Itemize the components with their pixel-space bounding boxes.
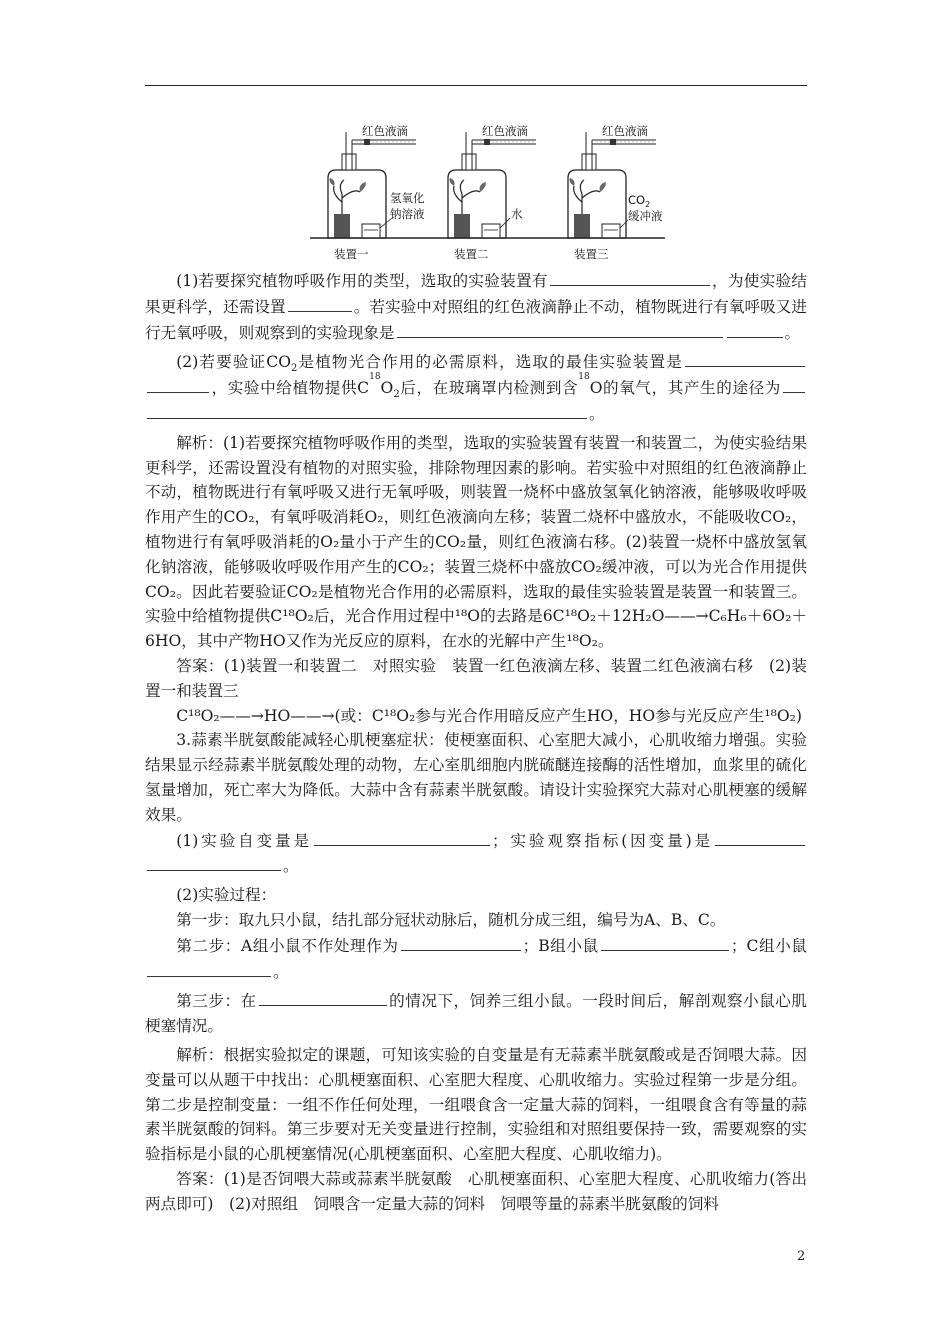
answer-blank[interactable] bbox=[397, 320, 723, 338]
answer-blank[interactable] bbox=[147, 401, 587, 419]
answer-blank[interactable] bbox=[550, 268, 710, 286]
answer-blank[interactable] bbox=[147, 375, 209, 393]
device-three-reagent-line1: $CO_2$ bbox=[628, 193, 651, 209]
answer-blank[interactable] bbox=[685, 349, 805, 367]
drop-label-2: 红色液滴 bbox=[482, 124, 528, 138]
answer-blank[interactable] bbox=[715, 828, 805, 846]
answer-blank[interactable] bbox=[259, 988, 387, 1006]
device-one-reagent-line2: 钠溶液 bbox=[390, 207, 425, 221]
step-two: 第二步：A组小鼠不作处理作为 ；B组小鼠 ；C组小鼠。 bbox=[145, 933, 807, 985]
device-one-reagent-line1: 氢氧化 bbox=[390, 191, 425, 205]
analysis-3: 解析：根据实验拟定的课题，可知该实验的自变量是有无蒜素半胱氨酸或是否饲喂大蒜。因变量可以从题干中找出：心肌梗塞面积、心室肥大程度、心肌收缩力。实验过程第一步是分组。第二步是控制变量：一组不作任何处理，一组喂食含一定量大蒜的饲料，一组喂食含有等量的蒜素半胱氨酸的饲料。第三步要对无关变量进行控制，实验组和对照组要保持一致，需要观察的实验指标是小鼠的心肌梗塞情况(心肌梗塞面积、心室肥大程度、心肌收缩力)。 bbox=[145, 1045, 807, 1164]
question-1-part-1: (1)若要探究植物呼吸作用的类型，选取的实验装置有 ，为使实验结果更科学，还需设置 。若实验中对照组的红色液滴静止不动，植物既进行有氧呼吸又进行无氧呼吸，则观察到的实验现象是 。 bbox=[145, 268, 807, 345]
question-3-part-1: (1)实验自变量是 ；实验观察指标(因变量)是。 bbox=[145, 828, 807, 880]
step-one: 第一步：取九只小鼠，结扎部分冠状动脉后，随机分成三组，编号为A、B、C。 bbox=[176, 910, 726, 929]
answer-1-continued: C¹⁸O₂——→HO——→(或：C¹⁸O₂参与光合作用暗反应产生HO，HO参与光反应产生¹⁸O₂) bbox=[176, 706, 802, 725]
drop-label-3: 红色液滴 bbox=[602, 124, 648, 138]
device-three-reagent-line2: 缓冲液 bbox=[628, 209, 663, 223]
device-two bbox=[448, 132, 536, 238]
answer-3: 答案：(1)是否饲喂大蒜或蒜素半胱氨酸 心肌梗塞面积、心室肥大程度、心肌收缩力(答出两点即可) (2)对照组 饲喂含一定量大蒜的饲料 饲喂等量的蒜素半胱氨酸的饲料 bbox=[145, 1169, 807, 1213]
page-body bbox=[145, 268, 807, 1216]
device-one-caption: 装置一 bbox=[334, 247, 369, 261]
answer-blank[interactable] bbox=[147, 853, 281, 871]
answer-blank[interactable] bbox=[783, 375, 805, 393]
answer-blank[interactable] bbox=[401, 933, 521, 951]
device-two-caption: 装置二 bbox=[454, 247, 489, 261]
question-1-part-2: (2)若要验证$CO_2$是植物光合作用的必需原料，选取的最佳实验装置是，实验中给植物提供$C^{18}O_2$后，在玻璃罩内检测到含$^{18}$O的氧气，其产生的途径为。 bbox=[145, 349, 807, 426]
header-rule bbox=[145, 85, 807, 86]
experiment-devices-figure bbox=[310, 118, 665, 268]
page-number: 2 bbox=[797, 1249, 806, 1264]
answer-blank[interactable] bbox=[314, 828, 490, 846]
step-three: 第三步：在 的情况下，饲养三组小鼠。一段时间后，解剖观察小鼠心肌梗塞情况。 bbox=[145, 988, 807, 1039]
answer-1: 答案：(1)装置一和装置二 对照实验 装置一红色液滴左移、装置二红色液滴右移 (2)装置一和装置三 bbox=[145, 656, 807, 700]
answer-blank[interactable] bbox=[147, 959, 271, 977]
answer-blank[interactable] bbox=[288, 294, 352, 312]
question-3-intro: 3.蒜素半胱氨酸能减轻心肌梗塞症状：使梗塞面积、心室肥大减小，心肌收缩力增强。实验结果显示经蒜素半胱氨酸处理的动物，左心室肌细胞内胱硫醚连接酶的活性增加，血浆里的硫化氢量增加，死亡率大为降低。大蒜中含有蒜素半胱氨酸。请设计实验探究大蒜对心肌梗塞的缓解效果。 bbox=[145, 731, 807, 824]
device-two-reagent: 水 bbox=[511, 207, 523, 221]
analysis-1: 解析：(1)若要探究植物呼吸作用的类型，选取的实验装置有装置一和装置二，为使实验结果更科学，还需设置没有植物的对照实验，排除物理因素的影响。若实验中对照组的红色液滴静止不动，植物既进行有氧呼吸又进行无氧呼吸，则装置一烧杯中盛放氢氧化钠溶液，能够吸收呼吸作用产生的CO₂，有氧呼吸消耗O₂，则红色液滴向左移；装置二烧杯中盛放水，不能吸收CO₂，植物进行有氧呼吸消耗的O₂量小于产生的CO₂量，则红色液滴右移。(2)装置一烧杯中盛放氢氧化钠溶液，能够吸收呼吸作用产生的CO₂；装置三烧杯中盛放CO₂缓冲液，可以为光合作用提供CO₂。因此若要验证CO₂是植物光合作用的必需原料，选取的最佳实验装置是装置一和装置三。实验中给植物提供C¹⁸O₂后，光合作用过程中¹⁸O的去路是6C¹⁸O₂＋12H₂O——→C₆H₆＋6O₂＋6HO，其中产物HO又作为光反应的原料，在水的光解中产生¹⁸O₂。 bbox=[145, 433, 807, 651]
device-one bbox=[328, 132, 416, 238]
question-3-part-2-title: (2)实验过程： bbox=[176, 886, 277, 905]
answer-blank[interactable] bbox=[727, 320, 783, 338]
answer-blank[interactable] bbox=[601, 933, 729, 951]
device-three-caption: 装置三 bbox=[574, 247, 609, 261]
drop-label-1: 红色液滴 bbox=[362, 124, 408, 138]
